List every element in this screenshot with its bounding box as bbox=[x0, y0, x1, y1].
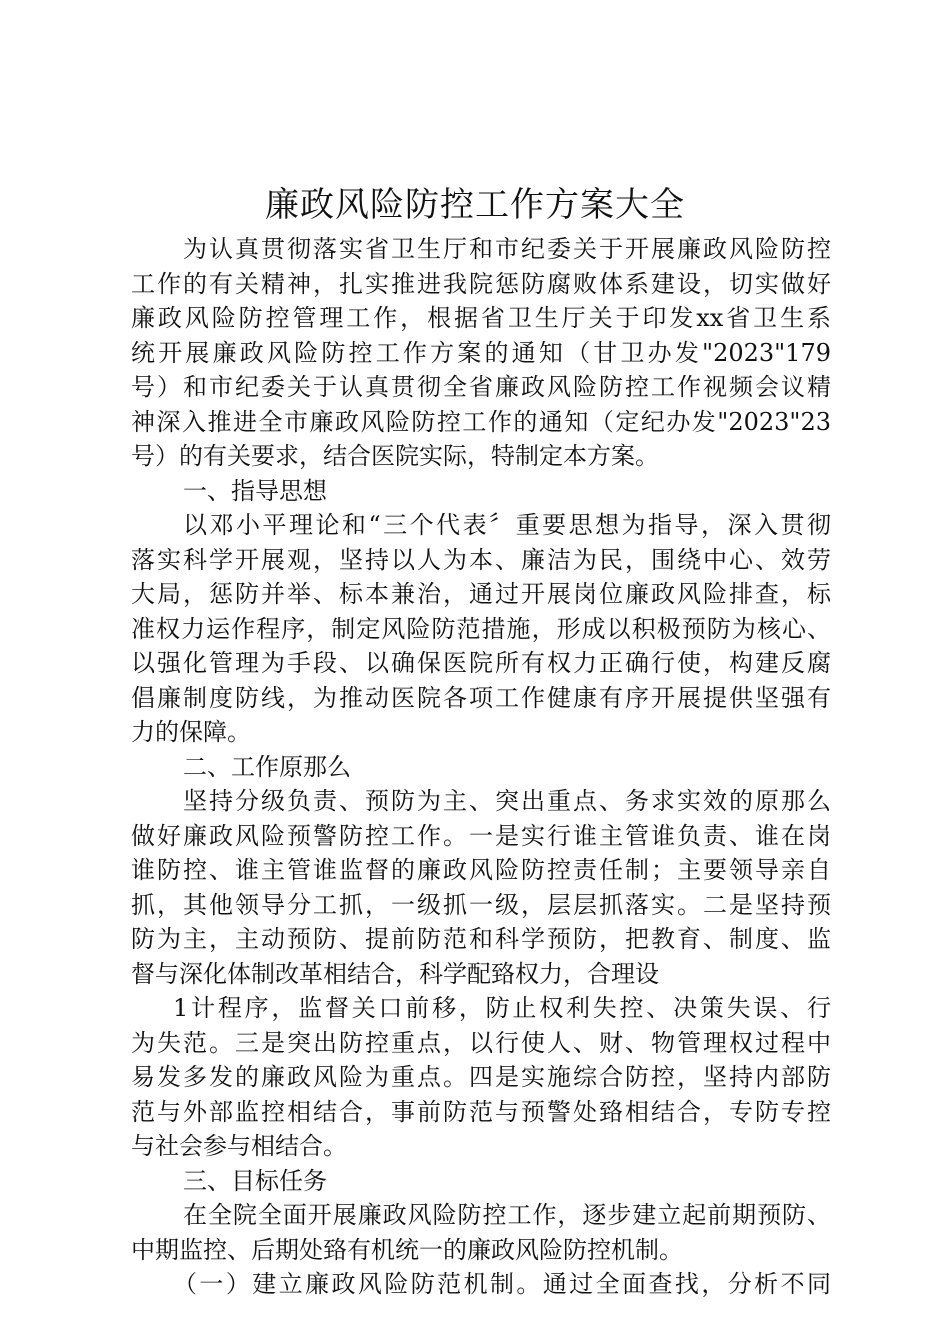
paragraph-line: 在全院全面开展廉政风险防控工作，逐步建立起前期预防、 bbox=[183, 1201, 831, 1229]
subsection-line: （一）建立廉政风险防范机制。通过全面查找，分析不同 bbox=[173, 1270, 831, 1298]
document-title: 廉政风险防控工作方案大全 bbox=[265, 185, 685, 225]
document-body bbox=[131, 232, 831, 1302]
section-heading: 二、工作原那么 bbox=[183, 752, 351, 781]
paragraph-line: 为认真贯彻落实省卫生厅和市纪委关于开展廉政风险防控 bbox=[183, 235, 831, 263]
paragraph-line: 落实科学开展观，坚持以人为本、廉洁为民，围绕中心、效劳 bbox=[131, 545, 831, 574]
paragraph-line: 与社会参与相结合。 bbox=[131, 1132, 347, 1160]
section-heading: 三、目标任务 bbox=[183, 1166, 327, 1195]
paragraph-line: 范与外部监控相结合，事前防范与预警处臵相结合，专防专控 bbox=[131, 1097, 831, 1126]
paragraph-line: 号）的有关要求，结合医院实际，特制定本方案。 bbox=[131, 442, 659, 470]
paragraph-line: 易发多发的廉政风险为重点。四是实施综合防控，坚持内部防 bbox=[131, 1063, 831, 1091]
paragraph-line: 谁防控、谁主管谁监督的廉政风险防控责任制；主要领导亲自 bbox=[131, 856, 831, 884]
paragraph-line: 做好廉政风险预警防控工作。一是实行谁主管谁负责、谁在岗 bbox=[131, 821, 831, 850]
paragraph-line: 倡廉制度防线，为推动医院各项工作健康有序开展提供坚强有 bbox=[131, 683, 831, 712]
paragraph-line: 防为主，主动预防、提前防范和科学预防，把教育、制度、监 bbox=[131, 925, 831, 953]
paragraph-line: 力的保障。 bbox=[131, 718, 251, 746]
paragraph-line: 号）和市纪委关于认真贯彻全省廉政风险防控工作视频会议精 bbox=[131, 373, 831, 401]
paragraph-line: 中期监控、后期处臵有机统一的廉政风险防控机制。 bbox=[131, 1235, 683, 1264]
paragraph-line: 统开展廉政风险防控工作方案的通知（甘卫办发"2023"179 bbox=[131, 338, 831, 367]
paragraph-line: 工作的有关精神，扎实推进我院惩防腐败体系建设，切实做好 bbox=[131, 269, 831, 298]
paragraph-line: 神深入推进全市廉政风险防控工作的通知（定纪办发"2023"23 bbox=[131, 407, 831, 436]
paragraph-line: 督与深化体制改革相结合，科学配臵权力，合理设 bbox=[131, 959, 659, 988]
section-heading: 一、指导思想 bbox=[183, 476, 327, 505]
paragraph-line: 以强化管理为手段、以确保医院所有权力正确行使，构建反腐 bbox=[131, 649, 831, 677]
paragraph-line: 以邓小平理论和“三个代表〞重要思想为指导，深入贯彻 bbox=[183, 511, 831, 539]
paragraph-line: 廉政风险防控管理工作，根据省卫生厅关于印发xx省卫生系 bbox=[131, 304, 831, 332]
paragraph-line: 抓，其他领导分工抓，一级抓一级，层层抓落实。二是坚持预 bbox=[131, 890, 831, 919]
paragraph-line: 大局，惩防并举、标本兼治，通过开展岗位廉政风险排查，标 bbox=[131, 580, 831, 608]
paragraph-line: 准权力运作程序，制定风险防范措施，形成以积极预防为核心、 bbox=[131, 614, 831, 643]
paragraph-line: 为失范。三是突出防控重点，以行使人、财、物管理权过程中 bbox=[131, 1028, 831, 1057]
paragraph-line: 1计程序，监督关口前移，防止权利失控、决策失误、行 bbox=[173, 994, 831, 1022]
paragraph-line: 坚持分级负责、预防为主、突出重点、务求实效的原那么 bbox=[183, 787, 831, 815]
